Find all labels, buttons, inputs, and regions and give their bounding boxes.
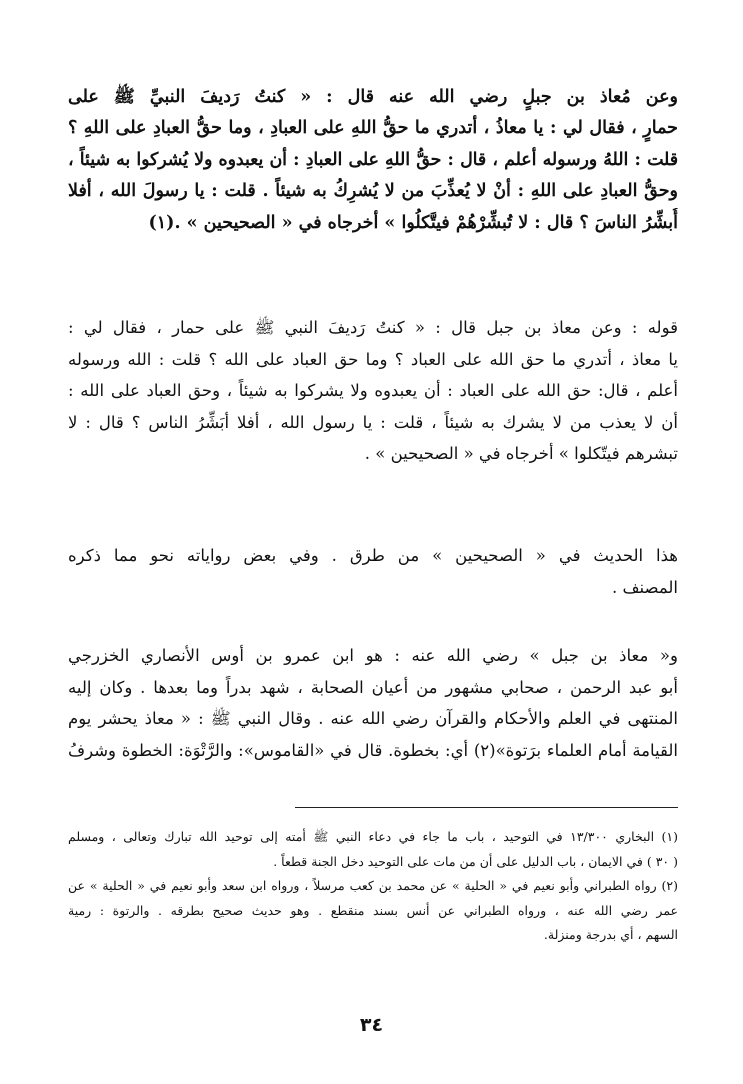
page-number: ٣٤: [359, 1014, 384, 1036]
footnote-line: عمر رضي الله عنه ، ورواه الطبراني عن أنس بسند منقطع . وهو حديث صحيح بطرقه . والرتوة : رمية: [68, 902, 678, 918]
commentary-biography-paragraph: [68, 640, 678, 766]
text-line: أعلم ، قال: حق الله على العباد : أن يعبدوه ولا يشركوا به شيئاً ، وحق العباد على الله :: [68, 381, 678, 401]
text-line: وعن مُعاذ بن جبلٍ رضي الله عنه قال : « كنتُ رَديفَ النبيِّ ﷺ على: [68, 87, 678, 107]
text-line: و« معاذ بن جبل » رضي الله عنه : هو ابن عمرو بن أوس الأنصاري الخزرجي: [68, 646, 678, 665]
text-line: المصنف .: [611, 577, 678, 597]
text-line: أن لا يعذب من لا يشرك به شيئاً ، قلت : يا رسول الله ، أفلا أبَشِّرُ الناس ؟ قال : لا: [68, 412, 678, 432]
text-line: قلت : اللهُ ورسوله أعلم ، قال : حقُّ اللهِ على العبادِ : أن يعبدوه ولا يُشركوا به شيئاً ،: [68, 149, 678, 170]
text-line: تبشرهم فيتّكلوا » أخرجاه في « الصحيحين » .: [364, 444, 678, 464]
footnote-line: ( ٣٠ ) في الايمان ، باب الدليل على أن من مات على التوحيد دخل الجنة قطعاً .: [273, 853, 678, 869]
text-line: القيامة أمام العلماء برَتوة»(٢) أي: بخطوة. قال في «القاموس»: والرَّتْوَة: الخطوة وشرفُ: [68, 740, 678, 760]
footnote-line: (٢) رواه الطبراني وأبو نعيم في « الحلية » عن محمد بن كعب مرسلاً ، ورواه ابن سعد وأبو نعيم في « الحلية » عن: [68, 878, 678, 893]
text-line: قوله : وعن معاذ بن جبل قال : « كنتُ رَديفَ النبي ﷺ على حمار ، فقال لي :: [68, 318, 678, 337]
footnote-line: السهم ، أي بدرجة ومنزلة.: [543, 927, 678, 942]
footnote-line: (١) البخاري ١٣/٣٠٠ في التوحيد ، باب ما جاء في دعاء النبي ﷺ أمته إلى توحيد الله تبارك وتعالى ، ومسلم: [68, 829, 678, 844]
footnotes: [68, 825, 678, 948]
text-line: حمارٍ ، فقال لي : يا معاذُ ، أتدري ما حقُّ اللهِ على العبادِ ، وما حقُّ العبادِ على اللهِ ؟: [68, 118, 678, 139]
text-line: وحقُّ العبادِ على اللهِ : أنْ لا يُعذِّبَ من لا يُشرِكُ به شيئاً . قلت : يا رسولَ الله ، أفلا: [68, 181, 678, 202]
text-line: أُبشِّرُ الناسَ ؟ قال : لا تُبشِّرْهُمْ فيتَّكلُوا » أخرجاه في « الصحيحين » .(١): [148, 212, 678, 233]
hadith-main-text: [68, 82, 678, 239]
text-line: أبو عبد الرحمن ، صحابي مشهور من أعيان الصحابة ، شهد بدراً وما بعدها . وكان إليه: [68, 677, 678, 697]
text-line: المنتهى في العلم والأحكام والقرآن رضي الله عنه . وقال النبي ﷺ : « معاذ يحشر يوم: [68, 709, 678, 729]
commentary-quote-paragraph: [68, 312, 678, 470]
text-line: هذا الحديث في « الصحيحين » من طرق . وفي بعض رواياته نحو مما ذكره: [68, 546, 678, 565]
commentary-paragraph: [68, 540, 678, 603]
text-line: يا معاذ ، أتدري ما حق الله على العباد ؟ وما حق العباد على الله ؟ قلت : الله ورسوله: [68, 349, 678, 369]
footnote-divider: [295, 807, 678, 808]
